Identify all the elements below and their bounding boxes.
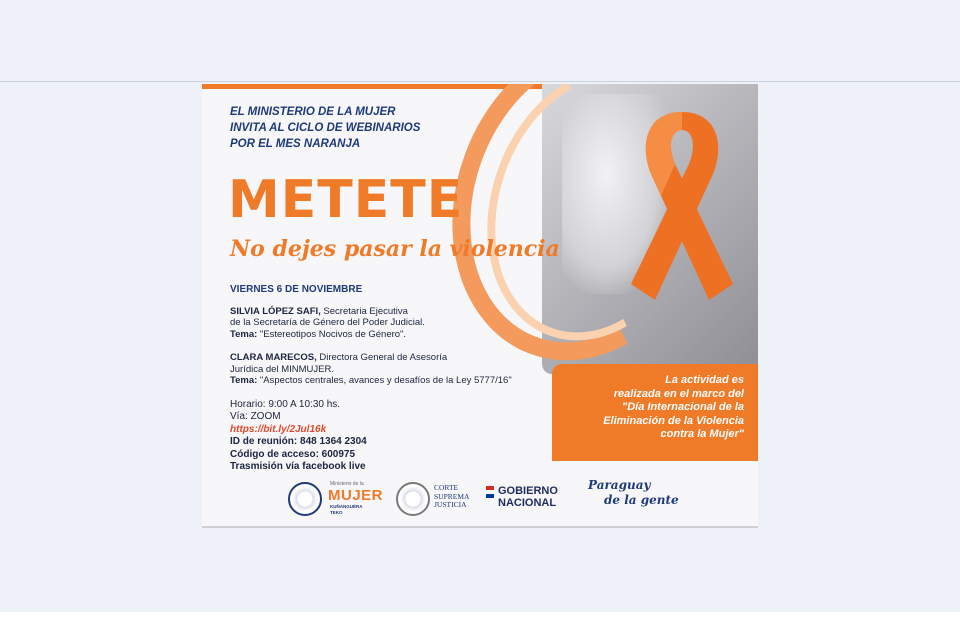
corte-line-2: SUPREMA bbox=[434, 491, 470, 501]
speaker-2-tema-label: Tema: bbox=[230, 375, 258, 386]
speaker-2-tema: "Aspectos centrales, avances y desafíos de la Ley 5777/16" bbox=[257, 375, 512, 386]
speaker-2 bbox=[230, 352, 550, 387]
event-horario: Horario: 9:00 A 10:30 hs. bbox=[230, 398, 341, 410]
mujer-logo: MUJER bbox=[328, 487, 384, 504]
corte-logo bbox=[434, 484, 469, 510]
info-line-3: "Día Internacional de la bbox=[622, 401, 744, 413]
meeting-id: 848 1364 2304 bbox=[297, 436, 367, 447]
event-via: Vía: ZOOM bbox=[230, 411, 281, 422]
gobierno-logo bbox=[498, 485, 558, 509]
meeting-id-label: ID de reunión: bbox=[230, 436, 298, 447]
zoom-link[interactable]: https://bit.ly/2Jul16k bbox=[230, 423, 327, 435]
mujer-logo-small: Ministerio de la bbox=[330, 481, 364, 487]
corte-line-3: JUSTICIA bbox=[434, 500, 467, 509]
speaker-1 bbox=[230, 306, 550, 341]
poster-title: METETE bbox=[228, 170, 464, 230]
paraguay-line-1: Paraguay bbox=[588, 478, 651, 492]
mujer-logo-sub-2: TEKO bbox=[330, 510, 343, 515]
speaker-2-role: Directora General de Asesoría bbox=[316, 352, 448, 363]
event-date: VIERNES 6 DE NOVIEMBRE bbox=[230, 284, 363, 295]
invitation-line-2: INVITA AL CICLO DE WEBINARIOS bbox=[230, 122, 421, 134]
schedule-block bbox=[230, 399, 550, 474]
event-details bbox=[230, 284, 550, 474]
poster-subtitle: No dejes pasar la violencia bbox=[230, 236, 560, 262]
speaker-2-role-2: Jurídica del MINMUJER. bbox=[230, 363, 334, 375]
poster-bottom-edge bbox=[202, 526, 758, 528]
viewer-bottom-area bbox=[0, 612, 960, 640]
speaker-1-tema: "Estereotipos Nocivos de Género". bbox=[257, 328, 407, 340]
stream-info: Trasmisión vía facebook live bbox=[230, 461, 366, 472]
speaker-2-name: CLARA MARECOS, bbox=[230, 352, 317, 363]
speaker-1-tema-label: Tema: bbox=[230, 328, 258, 340]
mujer-logo-sub-1: KUÑANGUÉRA bbox=[330, 504, 363, 509]
speaker-1-name: SILVIA LÓPEZ SAFI, bbox=[230, 305, 321, 317]
gob-line-2: NACIONAL bbox=[498, 497, 557, 509]
speaker-1-role: Secretaria Ejecutiva bbox=[320, 305, 408, 317]
paraguay-gente-logo bbox=[588, 478, 679, 508]
event-poster bbox=[202, 84, 758, 528]
viewer-top-area bbox=[0, 0, 960, 82]
paraguay-flag-icon bbox=[486, 486, 494, 498]
logos-row bbox=[202, 476, 758, 526]
info-box bbox=[552, 364, 758, 461]
paraguay-line-2: de la gente bbox=[604, 493, 679, 507]
supreme-court-seal-icon bbox=[396, 482, 430, 516]
invitation-text bbox=[230, 104, 490, 152]
gob-line-1: GOBIERNO bbox=[498, 485, 558, 497]
info-line-5: contra la Mujer" bbox=[660, 428, 744, 440]
info-line-1: La actividad es bbox=[665, 374, 744, 386]
invitation-line-1: EL MINISTERIO DE LA MUJER bbox=[230, 106, 396, 118]
access-code: 600975 bbox=[318, 448, 356, 460]
speaker-1-role-2: de la Secretaría de Género del Poder Judicial. bbox=[230, 317, 425, 328]
corte-line-1: CORTE bbox=[434, 483, 459, 492]
access-code-label: Código de acceso: bbox=[230, 448, 319, 460]
info-line-4: Eliminación de la Violencia bbox=[603, 414, 744, 427]
invitation-line-3: POR EL MES NARANJA bbox=[230, 138, 361, 150]
paraguay-seal-icon bbox=[288, 482, 322, 516]
info-line-2: realizada en el marco del bbox=[613, 387, 744, 400]
awareness-ribbon-icon bbox=[617, 104, 747, 304]
